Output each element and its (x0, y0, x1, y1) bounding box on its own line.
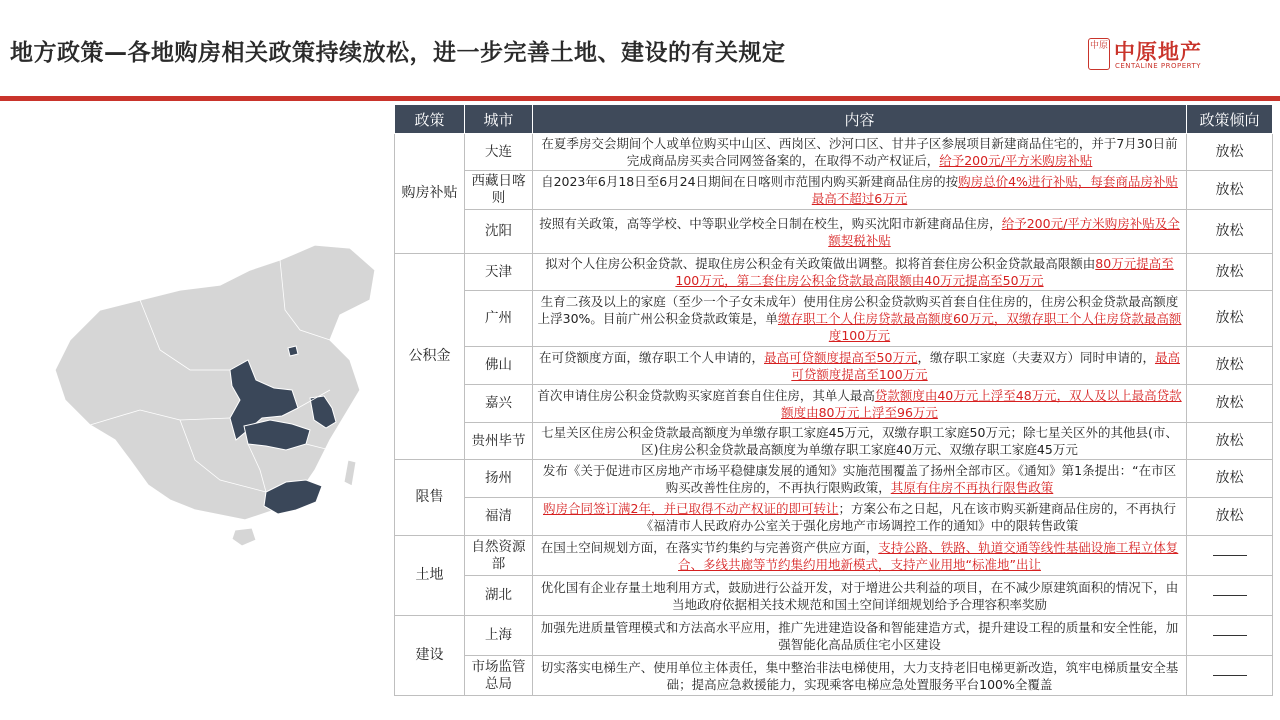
city-cell: 广州 (465, 291, 533, 347)
table-row (395, 498, 1273, 536)
city-cell: 湖北 (465, 576, 533, 616)
tendency-cell: 放松 (1187, 210, 1273, 254)
tendency-cell: 放松 (1187, 460, 1273, 498)
content-cell: 加强先进质量管理模式和方法高水平应用，推广先进建造设备和智能建造方式，提升建设工程的质量和安全性能，加强智能化高品质住宅小区建设 (533, 616, 1187, 656)
tendency-cell (1187, 536, 1273, 576)
tendency-cell: 放松 (1187, 498, 1273, 536)
header-policy: 政策 (395, 105, 465, 134)
content-cell: 在国土空间规划方面，在落实节约集约与完善资产供应方面，支持公路、铁路、轨道交通等线性基础设施工程立体复合、多线共廊等节约集约用地新模式，支持产业用地“标准地”出让 (533, 536, 1187, 576)
table-row (395, 616, 1273, 656)
table-row (395, 210, 1273, 254)
content-cell: 优化国有企业存量土地利用方式，鼓励进行公益开发，对于增进公共利益的项目，在不减少原建筑面积的情况下，由当地政府依据相关技术规范和国土空间详细规划给予合理容积率奖励 (533, 576, 1187, 616)
table-row (395, 385, 1273, 423)
tendency-cell: 放松 (1187, 254, 1273, 291)
logo-seal: 中原 (1088, 38, 1110, 70)
table-row (395, 576, 1273, 616)
policy-table (394, 104, 1273, 696)
city-cell: 福清 (465, 498, 533, 536)
content-cell: 首次申请住房公积金贷款购买家庭首套自住住房，其单人最高贷款额度由40万元上浮至48万元，双人及以上最高贷款额度由80万元上浮至96万元 (533, 385, 1187, 423)
policy-group-construction: 建设 (395, 616, 465, 696)
page-title: 地方政策—各地购房相关政策持续放松，进一步完善土地、建设的有关规定 (10, 40, 786, 66)
map-taiwan (344, 460, 356, 486)
city-cell: 天津 (465, 254, 533, 291)
table-header-row (395, 105, 1273, 134)
city-cell: 自然资源部 (465, 536, 533, 576)
tendency-cell: 放松 (1187, 347, 1273, 385)
dash-mark (1213, 675, 1247, 676)
dash-mark (1213, 555, 1247, 556)
dash-mark (1213, 595, 1247, 596)
china-map-icon (30, 230, 390, 550)
content-cell: 在可贷额度方面，缴存职工个人申请的，最高可贷额度提高至50万元，缴存职工家庭（夫妻双方）同时申请的，最高可贷额度提高至100万元 (533, 347, 1187, 385)
header-content: 内容 (533, 105, 1187, 134)
city-cell: 嘉兴 (465, 385, 533, 423)
table-row (395, 423, 1273, 460)
logo-english-name: CENTALINE PROPERTY (1115, 62, 1202, 70)
table-row (395, 171, 1273, 210)
content-cell: 发布《关于促进市区房地产市场平稳健康发展的通知》实施范围覆盖了扬州全部市区。《通知》第1条提出：“在市区购买改善性住房的，不再执行限购政策，其原有住房不再执行限售政策 (533, 460, 1187, 498)
table-row (395, 347, 1273, 385)
content-cell: 切实落实电梯生产、使用单位主体责任，集中整治非法电梯使用，大力支持老旧电梯更新改造，筑牢电梯质量安全基础；提高应急救援能力，实现乘客电梯应急处置服务平台100%全覆盖 (533, 656, 1187, 696)
city-cell: 大连 (465, 134, 533, 171)
table-row (395, 134, 1273, 171)
content-cell: 在夏季房交会期间个人或单位购买中山区、西岗区、沙河口区、甘井子区参展项目新建商品住宅的，并于7月30日前完成商品房买卖合同网签备案的，在取得不动产权证后，给予200元/平方米购房补贴 (533, 134, 1187, 171)
city-cell: 扬州 (465, 460, 533, 498)
tendency-cell: 放松 (1187, 134, 1273, 171)
content-cell: 七星关区住房公积金贷款最高额度为单缴存职工家庭45万元，双缴存职工家庭50万元；除七星关区外的其他县(市、区)住房公积金贷款最高额度为单缴存职工家庭40万元、双缴存职工家庭45万元 (533, 423, 1187, 460)
header-tendency: 政策倾向 (1187, 105, 1273, 134)
city-cell: 西藏日喀则 (465, 171, 533, 210)
table-row (395, 254, 1273, 291)
policy-group-fund: 公积金 (395, 254, 465, 460)
content-cell: 拟对个人住房公积金贷款、提取住房公积金有关政策做出调整。拟将首套住房公积金贷款最高限额由80万元提高至100万元，第二套住房公积金贷款最高限额由40万元提高至50万元 (533, 254, 1187, 291)
content-cell: 购房合同签订满2年，并已取得不动产权证的即可转让；方案公布之日起，凡在该市购买新建商品住房的，不再执行《福清市人民政府办公室关于强化房地产市场调控工作的通知》中的限转售政策 (533, 498, 1187, 536)
city-cell: 上海 (465, 616, 533, 656)
tendency-cell: 放松 (1187, 423, 1273, 460)
table-row (395, 460, 1273, 498)
map-hainan (232, 528, 256, 546)
policy-group-subsidy: 购房补贴 (395, 134, 465, 254)
tendency-cell (1187, 576, 1273, 616)
content-cell: 自2023年6月18日至6月24日期间在日喀则市范围内购买新建商品住房的按购房总价4%进行补贴，每套商品房补贴最高不超过6万元 (533, 171, 1187, 210)
policy-group-land: 土地 (395, 536, 465, 616)
table-row (395, 291, 1273, 347)
city-cell: 市场监管总局 (465, 656, 533, 696)
city-cell: 贵州毕节 (465, 423, 533, 460)
map-mainland (55, 245, 375, 520)
table-row (395, 656, 1273, 696)
company-logo (1088, 36, 1218, 76)
content-cell: 生育二孩及以上的家庭（至少一个子女未成年）使用住房公积金贷款购买首套自住住房的，住房公积金贷款最高额度上浮30%。目前广州公积金贷款政策是，单缴存职工个人住房贷款最高额度60万元，双缴存职工个人住房贷款最高额度100万元 (533, 291, 1187, 347)
city-cell: 佛山 (465, 347, 533, 385)
map-region-beijing-tianjin (288, 346, 298, 356)
title-divider (0, 96, 1280, 101)
dash-mark (1213, 635, 1247, 636)
tendency-cell: 放松 (1187, 171, 1273, 210)
tendency-cell: 放松 (1187, 385, 1273, 423)
tendency-cell: 放松 (1187, 291, 1273, 347)
table-row (395, 536, 1273, 576)
city-cell: 沈阳 (465, 210, 533, 254)
content-cell: 按照有关政策，高等学校、中等职业学校全日制在校生，购买沈阳市新建商品住房，给予200元/平方米购房补贴及全额契税补贴 (533, 210, 1187, 254)
policy-group-resale: 限售 (395, 460, 465, 536)
tendency-cell (1187, 656, 1273, 696)
logo-name: 中原地产 (1114, 40, 1202, 64)
header-city: 城市 (465, 105, 533, 134)
tendency-cell (1187, 616, 1273, 656)
